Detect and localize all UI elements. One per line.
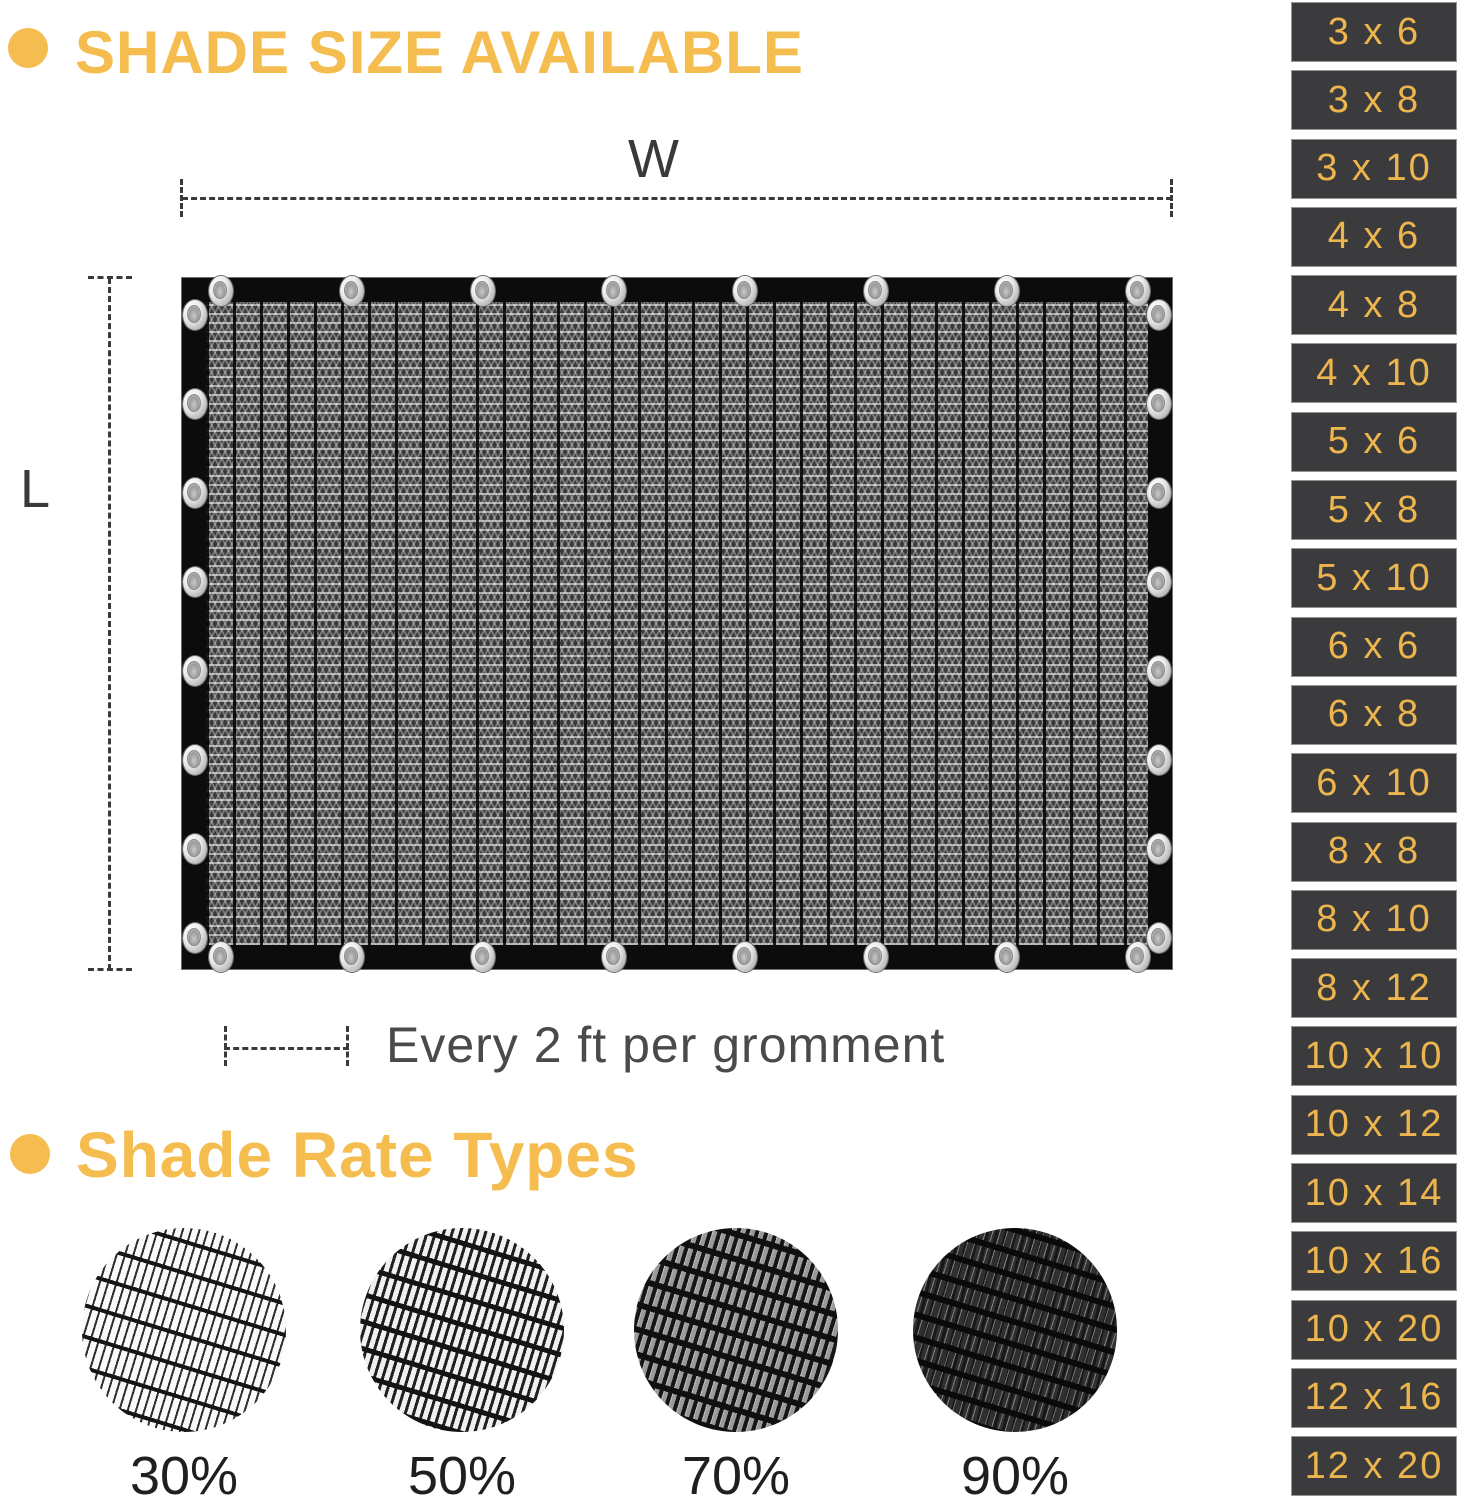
size-badge: 5 x 10 <box>1291 548 1457 608</box>
grommet-icon <box>183 834 207 864</box>
shade-rate-sample-50 <box>360 1228 564 1500</box>
shade-rate-label: 30% <box>129 1446 239 1500</box>
grommet-icon <box>471 276 495 306</box>
grommet-icon <box>209 276 233 306</box>
grommet-icon <box>471 942 495 972</box>
shade-rate-sample-90 <box>913 1228 1117 1500</box>
grommet-icon <box>183 300 207 330</box>
length-dim-line <box>108 278 111 970</box>
bullet-icon <box>8 28 48 68</box>
mesh-sample-icon <box>634 1228 838 1432</box>
grommet-icon <box>1126 276 1150 306</box>
shade-rate-title: Shade Rate Types <box>76 1119 639 1191</box>
grommet-icon <box>1147 745 1171 775</box>
bullet-icon <box>10 1134 50 1174</box>
mesh-sample-icon <box>913 1228 1117 1432</box>
size-badge: 8 x 8 <box>1291 822 1457 882</box>
width-dimension-label: W <box>628 129 679 189</box>
mesh-sample-icon <box>360 1228 564 1432</box>
size-badge: 5 x 6 <box>1291 412 1457 472</box>
size-badge: 10 x 20 <box>1291 1300 1457 1360</box>
grommet-icon <box>1147 567 1171 597</box>
size-badge: 3 x 10 <box>1291 139 1457 199</box>
grommet-icon <box>340 942 364 972</box>
size-badge: 4 x 6 <box>1291 207 1457 267</box>
size-badge: 10 x 12 <box>1291 1095 1457 1155</box>
grommet-note: Every 2 ft per gromment <box>386 1017 946 1073</box>
size-badge: 4 x 8 <box>1291 275 1457 335</box>
shade-rate-label: 90% <box>960 1446 1070 1500</box>
grommet-icon <box>602 942 626 972</box>
grommet-icon <box>1147 478 1171 508</box>
size-badge: 8 x 10 <box>1291 890 1457 950</box>
size-badge: 5 x 8 <box>1291 480 1457 540</box>
grommet-icon <box>183 567 207 597</box>
grommet-spacing-line <box>224 1047 349 1050</box>
size-badge: 6 x 6 <box>1291 617 1457 677</box>
grommet-spacing-tick-left <box>224 1026 227 1066</box>
grommet-icon <box>1147 300 1171 330</box>
grommet-icon <box>733 276 757 306</box>
grommet-icon <box>864 942 888 972</box>
grommet-icon <box>183 745 207 775</box>
size-badge: 10 x 10 <box>1291 1026 1457 1086</box>
grommet-icon <box>183 389 207 419</box>
grommet-icon <box>1147 923 1171 953</box>
size-badge: 3 x 8 <box>1291 70 1457 130</box>
grommet-icon <box>864 276 888 306</box>
grommet-icon <box>209 942 233 972</box>
mesh-sample-icon <box>82 1228 286 1432</box>
size-badge: 10 x 14 <box>1291 1163 1457 1223</box>
size-badge: 4 x 10 <box>1291 343 1457 403</box>
size-list <box>1291 2 1457 1496</box>
grommet-icon <box>995 276 1019 306</box>
shade-rate-label: 70% <box>681 1446 791 1500</box>
grommet-icon <box>733 942 757 972</box>
size-badge: 12 x 20 <box>1291 1436 1457 1496</box>
shade-rate-label: 50% <box>407 1446 517 1500</box>
grommet-icon <box>1126 942 1150 972</box>
length-dimension-label: L <box>20 459 51 519</box>
width-dim-line <box>182 197 1172 200</box>
grommet-icon <box>1147 834 1171 864</box>
page-title: SHADE SIZE AVAILABLE <box>75 19 804 86</box>
shade-rate-sample-30 <box>82 1228 286 1500</box>
grommet-icon <box>1147 389 1171 419</box>
size-badge: 12 x 16 <box>1291 1368 1457 1428</box>
size-badge: 8 x 12 <box>1291 958 1457 1018</box>
shade-net-mesh-texture <box>206 302 1148 945</box>
grommet-icon <box>183 923 207 953</box>
shade-net <box>181 277 1173 970</box>
grommet-icon <box>602 276 626 306</box>
size-badge: 6 x 10 <box>1291 753 1457 813</box>
grommet-icon <box>1147 656 1171 686</box>
shade-rate-sample-70 <box>634 1228 838 1500</box>
size-badge: 6 x 8 <box>1291 685 1457 745</box>
grommet-icon <box>183 656 207 686</box>
size-badge: 10 x 16 <box>1291 1231 1457 1291</box>
grommet-spacing-tick-right <box>346 1026 349 1066</box>
grommet-icon <box>183 478 207 508</box>
grommet-icon <box>995 942 1019 972</box>
size-badge: 3 x 6 <box>1291 2 1457 62</box>
grommet-icon <box>340 276 364 306</box>
